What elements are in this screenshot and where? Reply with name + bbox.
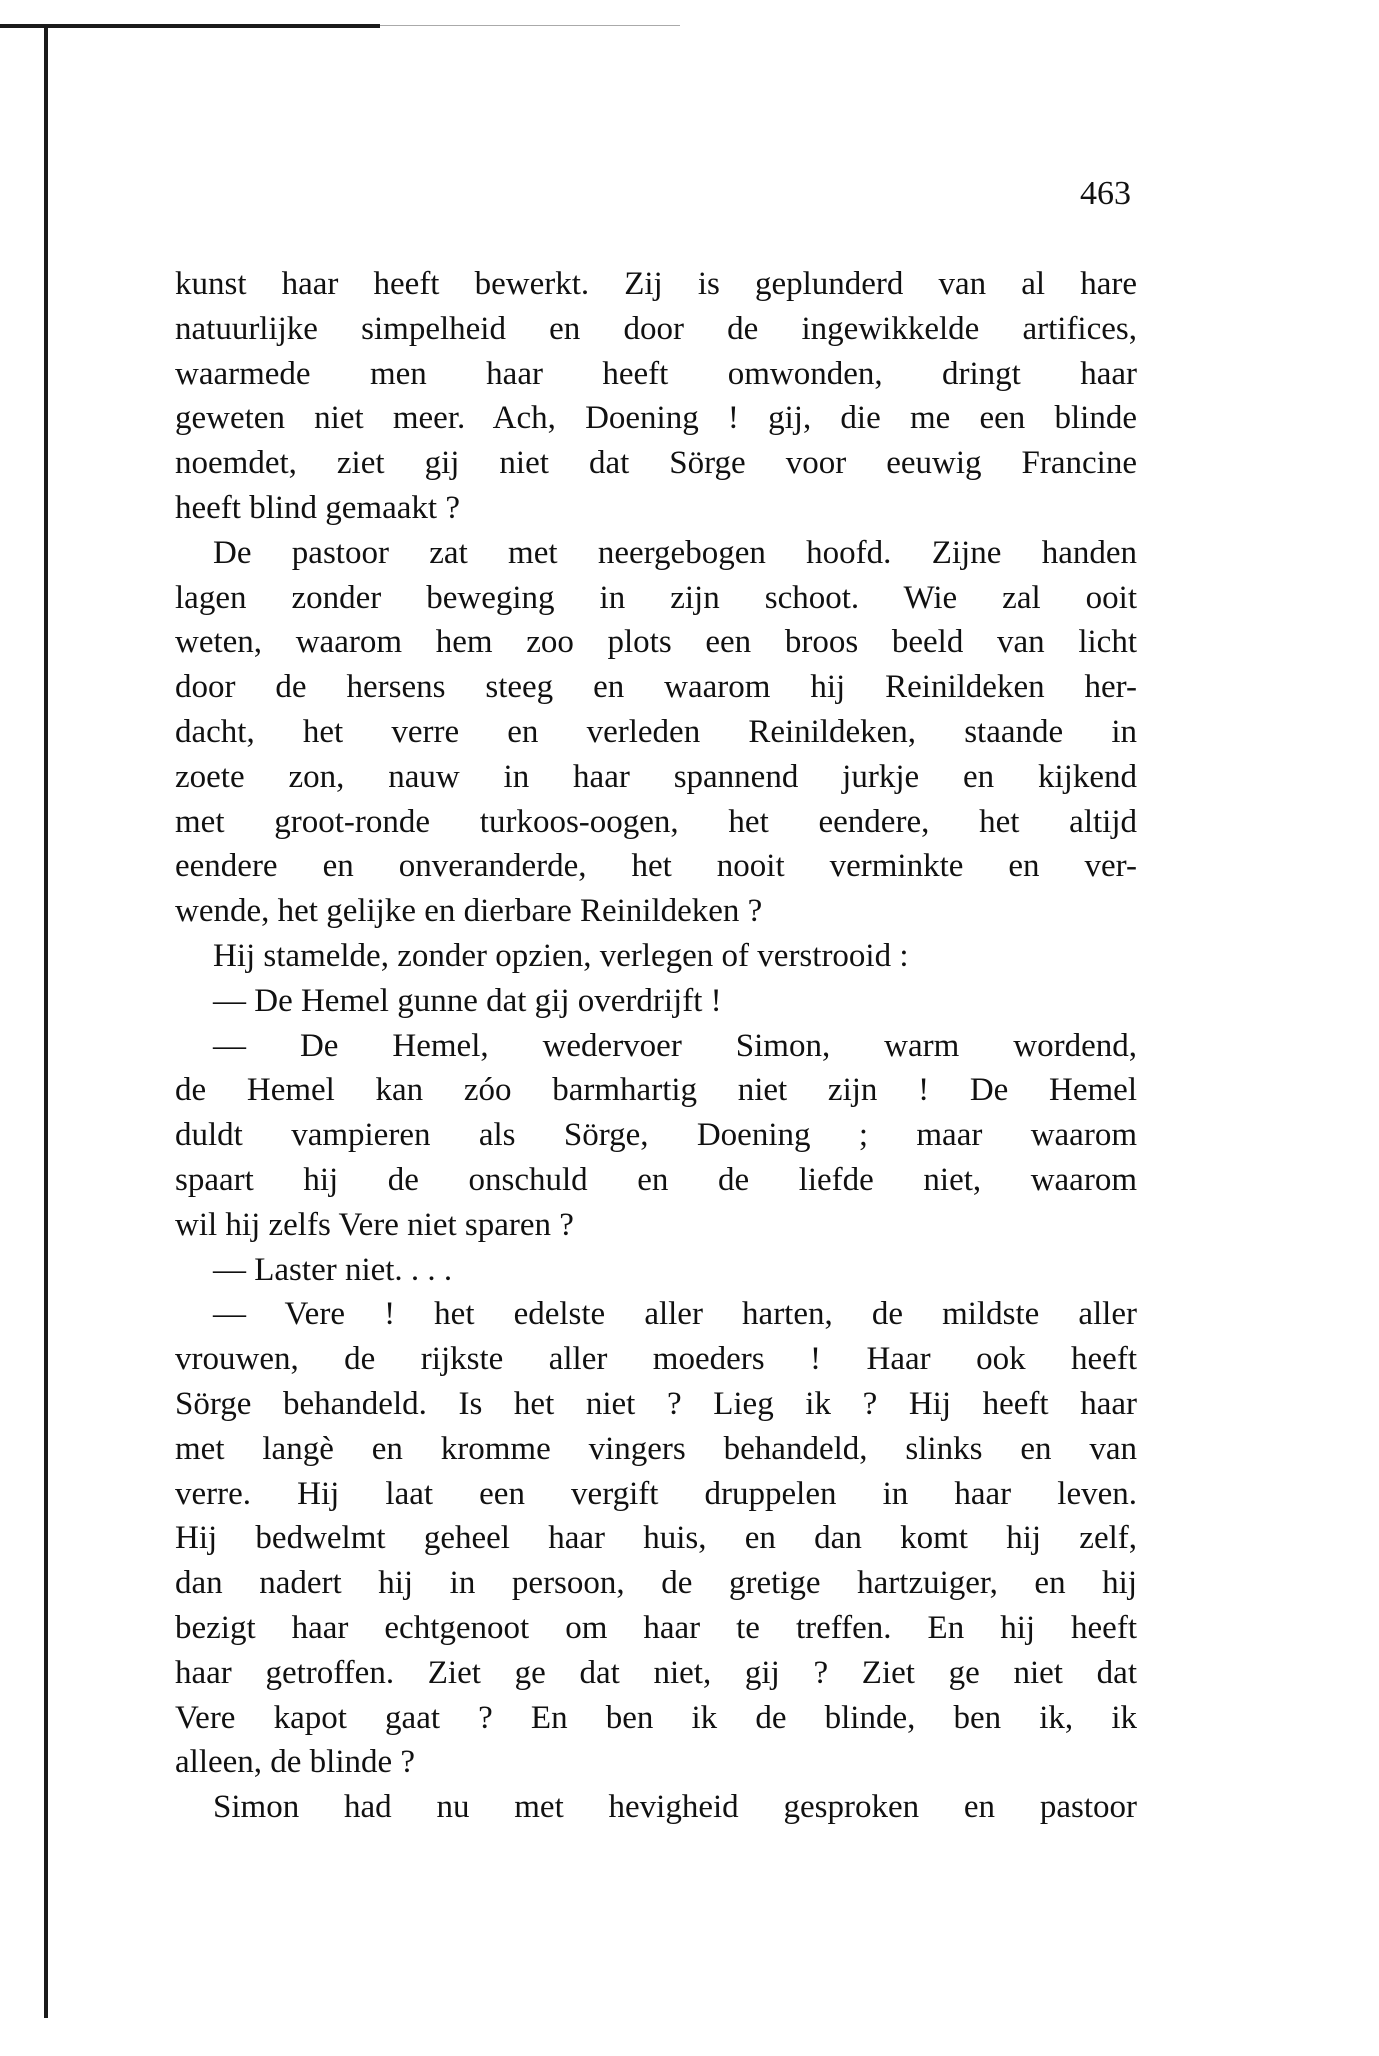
- text-line: Hij bedwelmt geheel haar huis, en dan komt hij zelf,: [175, 1520, 1137, 1557]
- paragraph: [175, 979, 1137, 1024]
- text-line: lagen zonder beweging in zijn schoot. Wie zal ooit: [175, 579, 1137, 616]
- text-line: — Laster niet. . . .: [213, 1251, 453, 1288]
- text-line: — De Hemel, wedervoer Simon, warm wordend,: [213, 1027, 1137, 1064]
- text-line: waarmede men haar heeft omwonden, dringt haar: [175, 355, 1137, 392]
- text-line: dan nadert hij in persoon, de gretige hartzuiger, en hij: [175, 1565, 1137, 1602]
- paragraph: [175, 934, 1137, 979]
- text-line: wil hij zelfs Vere niet sparen ?: [175, 1206, 574, 1243]
- page-number: 463: [1080, 175, 1131, 212]
- paragraph: [175, 531, 1137, 934]
- paragraph: [175, 262, 1137, 531]
- text-line: weten, waarom hem zoo plots een broos beeld van licht: [175, 624, 1137, 661]
- text-line: zoete zon, nauw in haar spannend jurkje en kijkend: [175, 758, 1137, 795]
- paragraph: [175, 1785, 1137, 1830]
- binding-edge-top-faint: [380, 25, 680, 26]
- text-line: spaart hij de onschuld en de liefde niet, waarom: [175, 1161, 1137, 1198]
- text-line: Sörge behandeld. Is het niet ? Lieg ik ? Hij heeft haar: [175, 1385, 1137, 1422]
- text-line: wende, het gelijke en dierbare Reinildeken ?: [175, 893, 763, 930]
- text-line: De pastoor zat met neergebogen hoofd. Zijne handen: [213, 534, 1137, 571]
- text-line: met langè en kromme vingers behandeld, slinks en van: [175, 1430, 1137, 1467]
- binding-edge-left: [44, 28, 48, 2018]
- text-line: dacht, het verre en verleden Reinildeken, staande in: [175, 713, 1137, 750]
- text-line: Vere kapot gaat ? En ben ik de blinde, ben ik, ik: [175, 1699, 1137, 1736]
- text-line: Simon had nu met hevigheid gesproken en pastoor: [213, 1789, 1137, 1826]
- body-text: [175, 262, 1137, 1830]
- text-line: kunst haar heeft bewerkt. Zij is geplunderd van al hare: [175, 266, 1137, 302]
- text-line: bezigt haar echtgenoot om haar te treffen. En hij heeft: [175, 1609, 1137, 1646]
- text-line: noemdet, ziet gij niet dat Sörge voor eeuwig Francine: [175, 445, 1137, 482]
- binding-edge-top: [0, 24, 380, 28]
- text-line: verre. Hij laat een vergift druppelen in haar leven.: [175, 1475, 1137, 1512]
- text-line: Hij stamelde, zonder opzien, verlegen of verstrooid :: [213, 937, 909, 974]
- paragraph: [175, 1292, 1137, 1785]
- text-line: de Hemel kan zóo barmhartig niet zijn ! De Hemel: [175, 1072, 1137, 1109]
- text-line: duldt vampieren als Sörge, Doening ; maar waarom: [175, 1117, 1137, 1154]
- text-line: — Vere ! het edelste aller harten, de mildste aller: [213, 1296, 1137, 1333]
- text-line: heeft blind gemaakt ?: [175, 489, 460, 526]
- text-line: geweten niet meer. Ach, Doening ! gij, die me een blinde: [175, 400, 1137, 437]
- text-line: alleen, de blinde ?: [175, 1744, 416, 1781]
- text-line: natuurlijke simpelheid en door de ingewikkelde artifices,: [175, 310, 1137, 347]
- paragraph: [175, 1248, 1137, 1293]
- text-line: eendere en onveranderde, het nooit verminkte en ver-: [175, 848, 1137, 885]
- text-line: vrouwen, de rijkste aller moeders ! Haar ook heeft: [175, 1341, 1137, 1378]
- text-line: haar getroffen. Ziet ge dat niet, gij ? Ziet ge niet dat: [175, 1654, 1137, 1691]
- paragraph: [175, 1024, 1137, 1248]
- text-line: met groot-ronde turkoos-oogen, het eendere, het altijd: [175, 803, 1137, 840]
- text-line: — De Hemel gunne dat gij overdrijft !: [213, 982, 722, 1019]
- text-line: door de hersens steeg en waarom hij Reinildeken her-: [175, 669, 1137, 706]
